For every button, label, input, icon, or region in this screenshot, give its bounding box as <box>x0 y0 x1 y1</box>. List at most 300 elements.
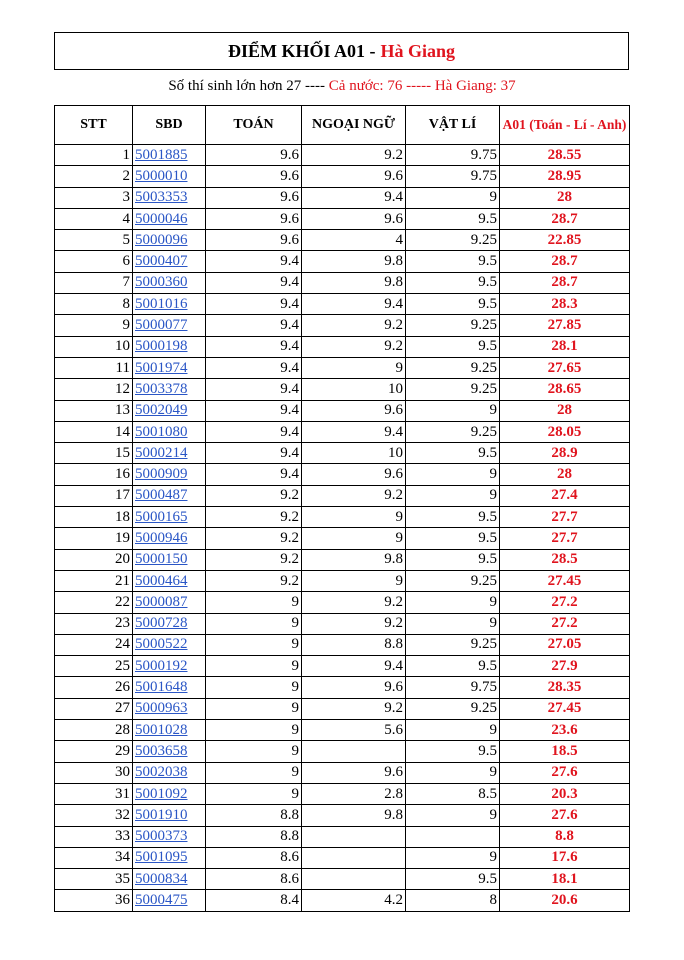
cell-total: 27.6 <box>500 762 630 783</box>
stats-province: Hà Giang: 37 <box>434 78 516 94</box>
cell-toan: 9.6 <box>206 208 302 229</box>
cell-toan: 9.4 <box>206 336 302 357</box>
cell-total: 27.6 <box>500 805 630 826</box>
header-toan: TOÁN <box>206 106 302 145</box>
cell-toan: 9.6 <box>206 145 302 166</box>
cell-stt: 2 <box>55 166 133 187</box>
cell-vat-li: 9 <box>406 485 500 506</box>
title-province: Hà Giang <box>380 40 456 61</box>
cell-toan: 8.6 <box>206 847 302 868</box>
cell-vat-li: 9.5 <box>406 528 500 549</box>
cell-total: 27.7 <box>500 507 630 528</box>
cell-ngoai-ngu: 2.8 <box>302 783 406 804</box>
cell-stt: 29 <box>55 741 133 762</box>
cell-toan: 9.4 <box>206 315 302 336</box>
cell-stt: 5 <box>55 230 133 251</box>
cell-vat-li: 9.5 <box>406 294 500 315</box>
sbd-link[interactable]: 5000728 <box>135 615 188 632</box>
cell-total: 28.5 <box>500 549 630 570</box>
cell-stt: 18 <box>55 507 133 528</box>
cell-toan: 9 <box>206 592 302 613</box>
table-row <box>55 826 630 847</box>
cell-stt: 20 <box>55 549 133 570</box>
sbd-link[interactable]: 5000834 <box>135 870 188 887</box>
table-row <box>55 315 630 336</box>
cell-total: 28.7 <box>500 272 630 293</box>
cell-total: 28.05 <box>500 421 630 442</box>
sbd-link[interactable]: 5001080 <box>135 423 188 440</box>
cell-ngoai-ngu: 9.6 <box>302 762 406 783</box>
cell-toan: 9 <box>206 613 302 634</box>
header-total: A01 (Toán - Lí - Anh) <box>500 106 630 145</box>
cell-stt: 10 <box>55 336 133 357</box>
header-vat-li: VẬT LÍ <box>406 106 500 145</box>
cell-ngoai-ngu: 9.8 <box>302 251 406 272</box>
cell-total: 28 <box>500 464 630 485</box>
cell-toan: 8.8 <box>206 826 302 847</box>
cell-vat-li: 9.25 <box>406 315 500 336</box>
cell-stt: 35 <box>55 869 133 890</box>
cell-toan: 9 <box>206 698 302 719</box>
cell-toan: 9.2 <box>206 528 302 549</box>
cell-toan: 9.4 <box>206 357 302 378</box>
cell-vat-li: 9.75 <box>406 145 500 166</box>
cell-ngoai-ngu: 9.8 <box>302 272 406 293</box>
cell-sbd <box>133 272 206 293</box>
cell-total: 28.3 <box>500 294 630 315</box>
sbd-link[interactable]: 5000087 <box>135 593 188 610</box>
table-row <box>55 400 630 421</box>
cell-stt: 36 <box>55 890 133 911</box>
cell-stt: 8 <box>55 294 133 315</box>
table-body <box>55 145 630 912</box>
cell-total: 27.45 <box>500 698 630 719</box>
cell-total: 28.95 <box>500 166 630 187</box>
cell-ngoai-ngu <box>302 869 406 890</box>
page-title <box>54 32 629 70</box>
cell-stt: 23 <box>55 613 133 634</box>
sbd-link[interactable]: 5001028 <box>135 721 188 738</box>
cell-ngoai-ngu: 5.6 <box>302 720 406 741</box>
cell-vat-li: 9 <box>406 613 500 634</box>
cell-vat-li: 9.5 <box>406 443 500 464</box>
cell-sbd <box>133 464 206 485</box>
cell-ngoai-ngu: 9.6 <box>302 208 406 229</box>
cell-ngoai-ngu: 9.4 <box>302 294 406 315</box>
cell-vat-li: 8 <box>406 890 500 911</box>
cell-toan: 9 <box>206 720 302 741</box>
cell-stt: 17 <box>55 485 133 506</box>
cell-stt: 7 <box>55 272 133 293</box>
table-row <box>55 421 630 442</box>
cell-toan: 9.4 <box>206 464 302 485</box>
cell-toan: 8.6 <box>206 869 302 890</box>
cell-toan: 9.4 <box>206 421 302 442</box>
sbd-link[interactable]: 5000487 <box>135 487 188 504</box>
cell-vat-li: 9.5 <box>406 507 500 528</box>
cell-ngoai-ngu <box>302 847 406 868</box>
table-row <box>55 656 630 677</box>
cell-sbd <box>133 890 206 911</box>
cell-sbd <box>133 720 206 741</box>
sbd-link[interactable]: 5000165 <box>135 508 188 525</box>
cell-toan: 9 <box>206 656 302 677</box>
cell-total: 27.05 <box>500 634 630 655</box>
cell-ngoai-ngu: 10 <box>302 379 406 400</box>
cell-sbd <box>133 379 206 400</box>
cell-toan: 9 <box>206 677 302 698</box>
cell-sbd <box>133 528 206 549</box>
scores-table <box>54 105 630 912</box>
cell-toan: 9.4 <box>206 251 302 272</box>
table-row <box>55 528 630 549</box>
cell-sbd <box>133 251 206 272</box>
cell-total: 27.2 <box>500 592 630 613</box>
cell-toan: 9.2 <box>206 507 302 528</box>
sbd-link[interactable]: 5000407 <box>135 253 188 270</box>
cell-vat-li: 9 <box>406 805 500 826</box>
cell-total: 20.3 <box>500 783 630 804</box>
cell-stt: 9 <box>55 315 133 336</box>
cell-vat-li: 9.75 <box>406 166 500 187</box>
cell-stt: 1 <box>55 145 133 166</box>
table-row <box>55 443 630 464</box>
cell-toan: 9.6 <box>206 187 302 208</box>
cell-total: 28.55 <box>500 145 630 166</box>
cell-vat-li: 9.5 <box>406 741 500 762</box>
table-row <box>55 890 630 911</box>
header-sbd: SBD <box>133 106 206 145</box>
cell-sbd <box>133 421 206 442</box>
cell-vat-li: 9 <box>406 187 500 208</box>
sbd-link[interactable]: 5002049 <box>135 402 188 419</box>
cell-stt: 31 <box>55 783 133 804</box>
cell-vat-li: 9.5 <box>406 549 500 570</box>
table-row <box>55 230 630 251</box>
cell-vat-li: 9.5 <box>406 208 500 229</box>
sbd-link[interactable]: 5003658 <box>135 742 188 759</box>
sbd-link[interactable]: 5003378 <box>135 380 188 397</box>
cell-ngoai-ngu: 4 <box>302 230 406 251</box>
cell-vat-li: 9 <box>406 592 500 613</box>
cell-vat-li: 9 <box>406 400 500 421</box>
cell-ngoai-ngu: 9.4 <box>302 421 406 442</box>
stats-national: Cả nước: 76 <box>328 78 403 94</box>
cell-vat-li: 9 <box>406 464 500 485</box>
sbd-link[interactable]: 5000360 <box>135 274 188 291</box>
sbd-link[interactable]: 5000150 <box>135 551 188 568</box>
cell-stt: 30 <box>55 762 133 783</box>
cell-total: 28.35 <box>500 677 630 698</box>
cell-vat-li: 8.5 <box>406 783 500 804</box>
cell-vat-li: 9.5 <box>406 251 500 272</box>
cell-stt: 15 <box>55 443 133 464</box>
cell-total: 27.4 <box>500 485 630 506</box>
table-row <box>55 166 630 187</box>
cell-sbd <box>133 507 206 528</box>
cell-ngoai-ngu: 9.2 <box>302 613 406 634</box>
cell-total: 23.6 <box>500 720 630 741</box>
cell-sbd <box>133 847 206 868</box>
cell-total: 27.85 <box>500 315 630 336</box>
table-row <box>55 677 630 698</box>
cell-stt: 32 <box>55 805 133 826</box>
cell-toan: 9.4 <box>206 294 302 315</box>
cell-vat-li: 9 <box>406 720 500 741</box>
table-row <box>55 549 630 570</box>
cell-toan: 9.2 <box>206 570 302 591</box>
cell-total: 28.9 <box>500 443 630 464</box>
cell-stt: 12 <box>55 379 133 400</box>
cell-sbd <box>133 208 206 229</box>
cell-toan: 9 <box>206 783 302 804</box>
cell-stt: 4 <box>55 208 133 229</box>
cell-total: 27.2 <box>500 613 630 634</box>
cell-stt: 3 <box>55 187 133 208</box>
table-row <box>55 570 630 591</box>
cell-sbd <box>133 826 206 847</box>
sbd-link[interactable]: 5000909 <box>135 466 188 483</box>
cell-vat-li: 9.5 <box>406 869 500 890</box>
cell-vat-li: 9.25 <box>406 379 500 400</box>
cell-ngoai-ngu: 9.2 <box>302 336 406 357</box>
cell-vat-li: 9.25 <box>406 230 500 251</box>
cell-ngoai-ngu: 9.6 <box>302 166 406 187</box>
cell-sbd <box>133 762 206 783</box>
cell-stt: 22 <box>55 592 133 613</box>
cell-toan: 9.4 <box>206 400 302 421</box>
cell-ngoai-ngu: 9.6 <box>302 677 406 698</box>
sbd-link[interactable]: 5001095 <box>135 849 188 866</box>
table-row <box>55 869 630 890</box>
sbd-link[interactable]: 5001648 <box>135 679 188 696</box>
cell-total: 27.65 <box>500 357 630 378</box>
sbd-link[interactable]: 5000077 <box>135 317 188 334</box>
cell-total: 18.5 <box>500 741 630 762</box>
table-row <box>55 145 630 166</box>
table-row <box>55 613 630 634</box>
sbd-link[interactable]: 5001092 <box>135 785 188 802</box>
cell-vat-li: 9.5 <box>406 336 500 357</box>
cell-vat-li: 9.25 <box>406 634 500 655</box>
cell-toan: 9.6 <box>206 230 302 251</box>
cell-sbd <box>133 698 206 719</box>
cell-total: 28.7 <box>500 208 630 229</box>
cell-sbd <box>133 805 206 826</box>
cell-ngoai-ngu: 9.6 <box>302 400 406 421</box>
cell-vat-li: 9 <box>406 762 500 783</box>
table-row <box>55 634 630 655</box>
stats-line <box>0 78 684 95</box>
table-row <box>55 294 630 315</box>
sbd-link[interactable]: 5000464 <box>135 572 188 589</box>
cell-total: 27.9 <box>500 656 630 677</box>
cell-sbd <box>133 400 206 421</box>
cell-vat-li: 9.25 <box>406 357 500 378</box>
sbd-link[interactable]: 5000963 <box>135 700 188 717</box>
table-row <box>55 251 630 272</box>
header-ngoai-ngu: NGOẠI NGỮ <box>302 106 406 145</box>
cell-ngoai-ngu: 9.4 <box>302 187 406 208</box>
cell-sbd <box>133 634 206 655</box>
cell-total: 8.8 <box>500 826 630 847</box>
cell-sbd <box>133 294 206 315</box>
table-row <box>55 379 630 400</box>
sbd-link[interactable]: 5000522 <box>135 636 188 653</box>
cell-sbd <box>133 166 206 187</box>
stats-prefix: Số thí sinh lớn hơn 27 ---- <box>168 78 326 94</box>
cell-ngoai-ngu: 9 <box>302 528 406 549</box>
header-stt: STT <box>55 106 133 145</box>
cell-ngoai-ngu: 9 <box>302 570 406 591</box>
table-header-row <box>55 106 630 145</box>
cell-sbd <box>133 443 206 464</box>
cell-sbd <box>133 570 206 591</box>
cell-vat-li <box>406 826 500 847</box>
cell-stt: 13 <box>55 400 133 421</box>
cell-sbd <box>133 187 206 208</box>
cell-ngoai-ngu: 9.8 <box>302 805 406 826</box>
cell-stt: 16 <box>55 464 133 485</box>
cell-total: 20.6 <box>500 890 630 911</box>
cell-total: 28.1 <box>500 336 630 357</box>
cell-ngoai-ngu: 9.2 <box>302 592 406 613</box>
cell-ngoai-ngu: 9.2 <box>302 145 406 166</box>
cell-ngoai-ngu: 9.6 <box>302 464 406 485</box>
stats-separator: ----- <box>406 78 432 94</box>
sbd-link[interactable]: 5000046 <box>135 210 188 227</box>
cell-vat-li: 9.5 <box>406 272 500 293</box>
cell-toan: 9.4 <box>206 443 302 464</box>
cell-ngoai-ngu <box>302 826 406 847</box>
cell-toan: 9.6 <box>206 166 302 187</box>
cell-stt: 14 <box>55 421 133 442</box>
sbd-link[interactable]: 5000010 <box>135 167 188 184</box>
cell-ngoai-ngu: 9.8 <box>302 549 406 570</box>
sbd-link[interactable]: 5001016 <box>135 295 188 312</box>
cell-vat-li: 9.5 <box>406 656 500 677</box>
cell-ngoai-ngu: 10 <box>302 443 406 464</box>
cell-stt: 33 <box>55 826 133 847</box>
cell-total: 27.45 <box>500 570 630 591</box>
cell-toan: 9.2 <box>206 549 302 570</box>
sbd-link[interactable]: 5000373 <box>135 828 188 845</box>
cell-stt: 21 <box>55 570 133 591</box>
cell-stt: 27 <box>55 698 133 719</box>
table-row <box>55 464 630 485</box>
table-row <box>55 336 630 357</box>
cell-total: 28.7 <box>500 251 630 272</box>
cell-sbd <box>133 656 206 677</box>
cell-ngoai-ngu: 4.2 <box>302 890 406 911</box>
cell-sbd <box>133 336 206 357</box>
cell-total: 18.1 <box>500 869 630 890</box>
cell-ngoai-ngu: 9.2 <box>302 485 406 506</box>
table-row <box>55 272 630 293</box>
table-row <box>55 592 630 613</box>
cell-toan: 9 <box>206 634 302 655</box>
cell-ngoai-ngu: 8.8 <box>302 634 406 655</box>
cell-sbd <box>133 869 206 890</box>
cell-stt: 6 <box>55 251 133 272</box>
sbd-link[interactable]: 5000475 <box>135 892 188 909</box>
cell-ngoai-ngu <box>302 741 406 762</box>
cell-stt: 26 <box>55 677 133 698</box>
cell-total: 27.7 <box>500 528 630 549</box>
sbd-link[interactable]: 5003353 <box>135 189 188 206</box>
cell-toan: 9.2 <box>206 485 302 506</box>
cell-toan: 9 <box>206 741 302 762</box>
cell-sbd <box>133 145 206 166</box>
title-prefix: ĐIỂM KHỐI A01 - <box>227 40 376 61</box>
table-row <box>55 783 630 804</box>
cell-stt: 34 <box>55 847 133 868</box>
cell-vat-li: 9.25 <box>406 421 500 442</box>
cell-sbd <box>133 485 206 506</box>
cell-stt: 19 <box>55 528 133 549</box>
cell-sbd <box>133 592 206 613</box>
cell-sbd <box>133 315 206 336</box>
cell-total: 22.85 <box>500 230 630 251</box>
cell-vat-li: 9.25 <box>406 698 500 719</box>
table-row <box>55 847 630 868</box>
table-row <box>55 762 630 783</box>
cell-vat-li: 9 <box>406 847 500 868</box>
sbd-link[interactable]: 5000096 <box>135 231 188 248</box>
sbd-link[interactable]: 5002038 <box>135 764 188 781</box>
table-row <box>55 720 630 741</box>
cell-sbd <box>133 549 206 570</box>
table-row <box>55 208 630 229</box>
cell-sbd <box>133 230 206 251</box>
cell-sbd <box>133 613 206 634</box>
cell-toan: 8.8 <box>206 805 302 826</box>
cell-ngoai-ngu: 9.2 <box>302 315 406 336</box>
cell-ngoai-ngu: 9.4 <box>302 656 406 677</box>
cell-stt: 24 <box>55 634 133 655</box>
cell-sbd <box>133 783 206 804</box>
cell-sbd <box>133 357 206 378</box>
table-row <box>55 805 630 826</box>
table-row <box>55 741 630 762</box>
cell-stt: 25 <box>55 656 133 677</box>
table-row <box>55 187 630 208</box>
cell-vat-li: 9.25 <box>406 570 500 591</box>
cell-toan: 9.4 <box>206 272 302 293</box>
cell-toan: 9.4 <box>206 379 302 400</box>
cell-total: 28.65 <box>500 379 630 400</box>
cell-toan: 9 <box>206 762 302 783</box>
cell-ngoai-ngu: 9.2 <box>302 698 406 719</box>
sbd-link[interactable]: 5000192 <box>135 657 188 674</box>
table-row <box>55 507 630 528</box>
cell-ngoai-ngu: 9 <box>302 357 406 378</box>
cell-stt: 11 <box>55 357 133 378</box>
sbd-link[interactable]: 5000214 <box>135 444 188 461</box>
cell-vat-li: 9.75 <box>406 677 500 698</box>
sbd-link[interactable]: 5001885 <box>135 146 188 163</box>
sbd-link[interactable]: 5000198 <box>135 338 188 355</box>
sbd-link[interactable]: 5000946 <box>135 529 188 546</box>
table-row <box>55 698 630 719</box>
cell-sbd <box>133 741 206 762</box>
sbd-link[interactable]: 5001910 <box>135 806 188 823</box>
cell-toan: 8.4 <box>206 890 302 911</box>
cell-total: 28 <box>500 187 630 208</box>
cell-total: 28 <box>500 400 630 421</box>
sbd-link[interactable]: 5001974 <box>135 359 188 376</box>
cell-total: 17.6 <box>500 847 630 868</box>
